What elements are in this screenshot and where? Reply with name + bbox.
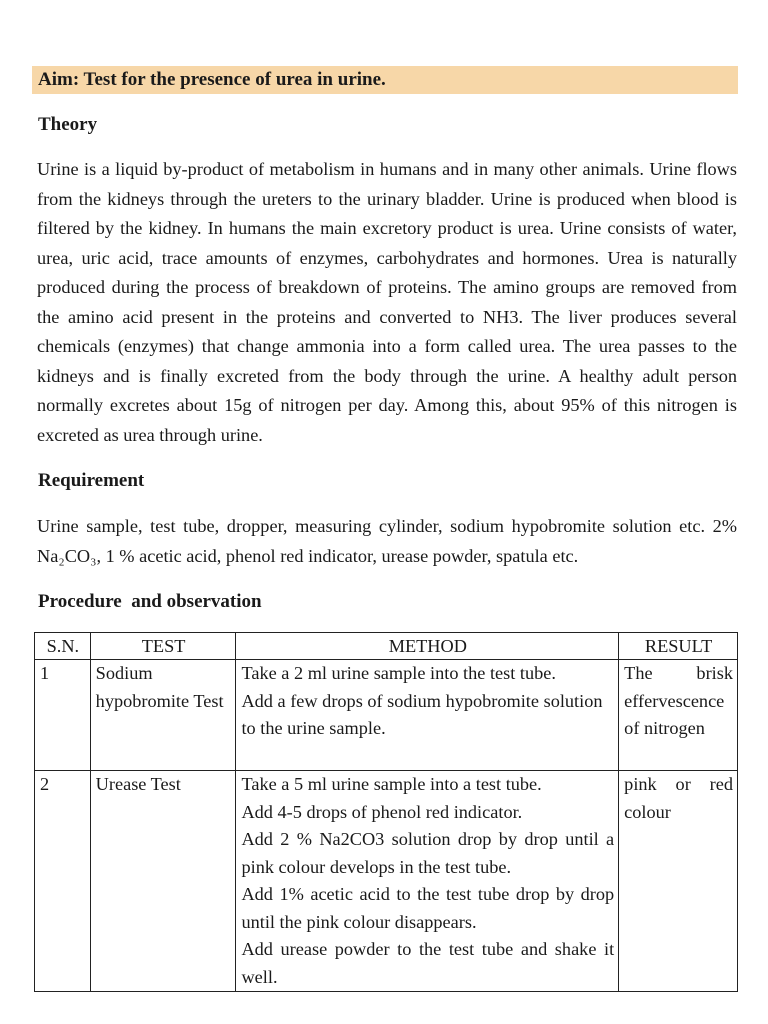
- theory-line: normally excretes about 15g of nitrogen per day. Among this, about 95% of this nitrogen is: [37, 395, 737, 415]
- aim-title: Aim: Test for the presence of urea in urine.: [38, 69, 386, 90]
- table-row: [35, 771, 738, 992]
- method-line: Add a few drops of sodium hypobromite solution: [241, 690, 603, 711]
- column-header-sn: S.N.: [35, 633, 91, 660]
- theory-line: chemicals (enzymes) that change ammonia into a form called urea. The urea passes to the: [37, 336, 737, 356]
- theory-line: urea, uric acid, trace amounts of enzymes, carbohydrates and hormones. Urea is naturally: [37, 247, 737, 268]
- result-line: of nitrogen: [624, 718, 705, 738]
- table-row: [35, 660, 738, 771]
- test-line: Urease Test: [95, 774, 181, 794]
- test-line: hypobromite Test: [95, 690, 224, 711]
- theory-line: Urine is a liquid by-product of metabolism in humans and in many other animals. Urine flows: [37, 159, 737, 179]
- method-line: Add 4-5 drops of phenol red indicator.: [241, 801, 523, 822]
- cell-result: [619, 771, 738, 992]
- method-line: pink colour develops in the test tube.: [241, 856, 512, 877]
- method-line: Take a 5 ml urine sample into a test tube.: [241, 774, 542, 794]
- method-line: well.: [241, 966, 278, 987]
- test-line: Sodium: [95, 663, 153, 683]
- theory-heading: Theory: [38, 114, 98, 135]
- cell-test: [90, 660, 236, 771]
- result-line: The brisk: [624, 663, 733, 683]
- method-line: Add 2 % Na2CO3 solution drop by drop until a: [241, 829, 615, 849]
- cell-sn: 2: [35, 771, 91, 992]
- theory-line: filtered by the kidney. In humans the main excretory product is urea. Urine consists of water,: [37, 218, 737, 238]
- cell-result: [619, 660, 738, 771]
- theory-paragraph: [37, 155, 737, 450]
- theory-line: kidneys and is finally excreted from the body through the urine. A healthy adult person: [37, 365, 737, 386]
- theory-line: excreted as urea through urine.: [37, 424, 263, 445]
- method-line: to the urine sample.: [241, 718, 386, 738]
- procedure-table: [34, 632, 738, 992]
- result-line: pink or red: [624, 774, 733, 794]
- method-line: Add urease powder to the test tube and shake it: [241, 939, 615, 959]
- theory-line: produced during the process of breakdown of proteins. The amino groups are removed from: [37, 277, 737, 297]
- cell-sn: 1: [35, 660, 91, 771]
- cell-test: [90, 771, 236, 992]
- requirement-heading: Requirement: [38, 470, 145, 491]
- requirement-line: Na₂CO₃, 1 % acetic acid, phenol red indicator, urease powder, spatula etc.: [37, 545, 579, 566]
- table-header-row: [35, 633, 738, 660]
- theory-line: the amino acid present in the proteins and converted to NH3. The liver produces several: [37, 306, 737, 327]
- theory-line: from the kidneys through the ureters to the urinary bladder. Urine is produced when blood is: [37, 188, 737, 209]
- cell-method: [236, 660, 619, 771]
- result-line: colour: [624, 801, 671, 822]
- cell-method: [236, 771, 619, 992]
- method-line: until the pink colour disappears.: [241, 911, 477, 932]
- result-line: effervescence: [624, 690, 725, 711]
- requirement-paragraph: [37, 512, 737, 571]
- method-line: Add 1% acetic acid to the test tube drop by drop: [241, 884, 615, 904]
- column-header-test: TEST: [90, 633, 236, 660]
- method-line: Take a 2 ml urine sample into the test tube.: [241, 663, 556, 683]
- procedure-heading: Procedure and observation: [38, 591, 262, 612]
- column-header-method: METHOD: [236, 633, 619, 660]
- column-header-result: RESULT: [619, 633, 738, 660]
- requirement-line: Urine sample, test tube, dropper, measuring cylinder, sodium hypobromite solution etc. 2%: [37, 516, 737, 536]
